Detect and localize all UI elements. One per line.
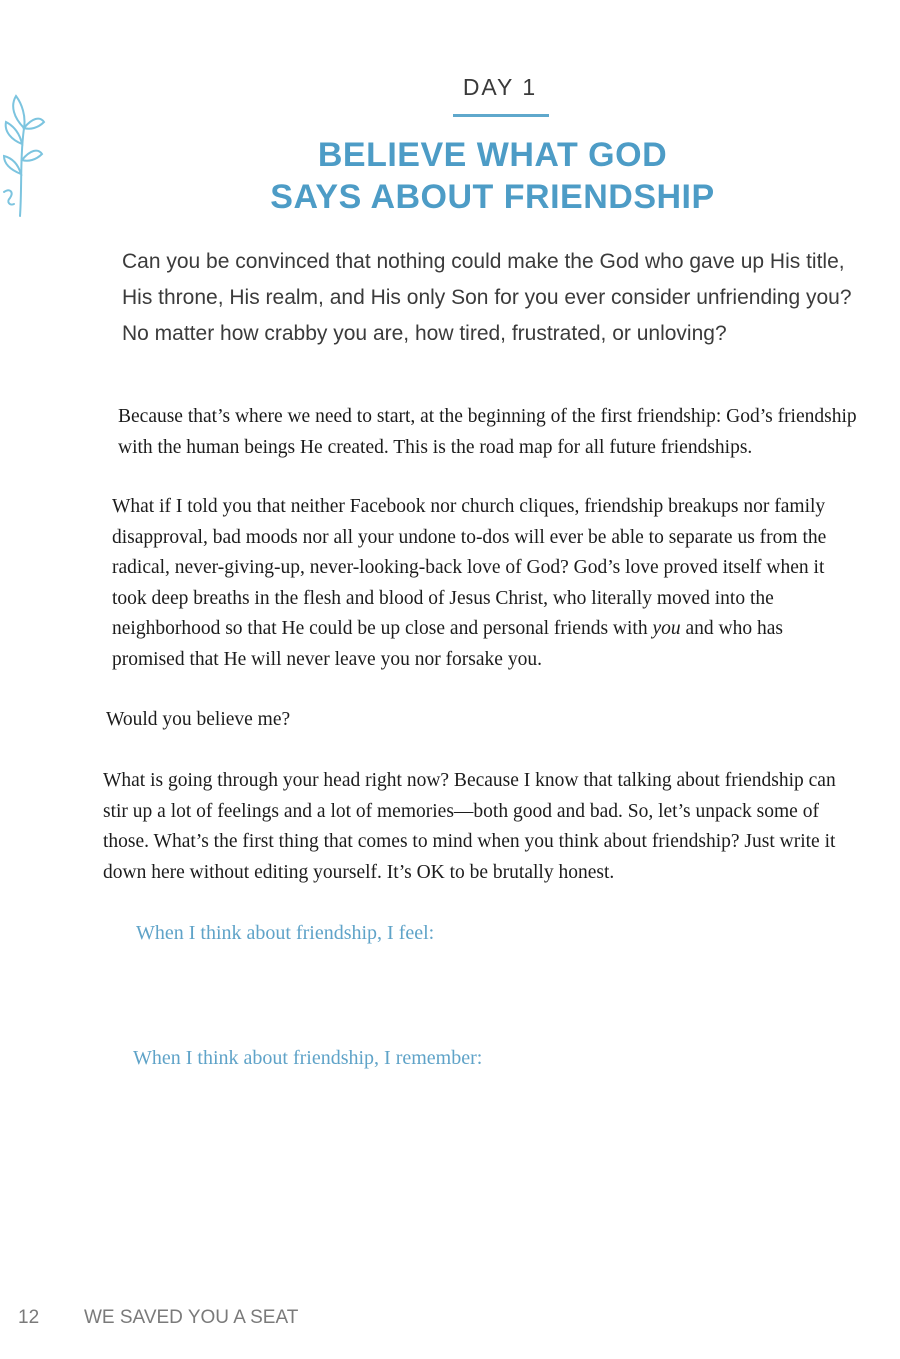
page-footer	[18, 1307, 298, 1329]
title-line-1: BELIEVE WHAT GOD	[317, 136, 668, 174]
emphasis-you: you	[652, 618, 681, 639]
chapter-title	[0, 134, 900, 218]
body-paragraph-1: Because that’s where we need to start, at the beginning of the first friendship: God’s friendship with the human beings He created. This is the road map for all future friendships.	[118, 406, 857, 458]
day-label: DAY 1	[462, 74, 538, 100]
day-divider	[453, 114, 549, 117]
paragraph-2-text-start: What if I told you that neither Facebook nor church cliques, friendship breakups nor family disapproval, bad moods nor all your undone to-dos will ever be able to separate us from the radical, never-giving-up, never-looking-back love of God? God’s love proved itself when it took deep breaths in the flesh and blood of Jesus Christ, who literally moved into the neighborhood so that He could be up close and personal friends with	[112, 496, 827, 639]
title-line-2: SAYS ABOUT FRIENDSHIP	[270, 178, 715, 216]
page-number: 12	[18, 1307, 40, 1328]
body-paragraph-4: What is going through your head right now? Because I know that talking about friendship can stir up a lot of feelings and a lot of memories—both good and bad. So, let’s unpack some of those. What’s the first thing that comes to mind when you think about friendship? Just write it down here without editing yourself. It’s OK to be brutally honest.	[103, 770, 836, 883]
paragraph-2-text-end: and who has promised that He will never leave you nor forsake you.	[112, 618, 783, 670]
body-paragraph-3: Would you believe me?	[106, 709, 291, 730]
body-paragraph-2	[112, 492, 857, 675]
book-title: WE SAVED YOU A SEAT	[84, 1307, 299, 1328]
journal-prompt-remember: When I think about friendship, I remember:	[133, 1047, 483, 1069]
journal-prompt-feel: When I think about friendship, I feel:	[136, 922, 435, 944]
intro-paragraph: Can you be convinced that nothing could make the God who gave up His title, His throne, His realm, and His only Son for you ever consider unfriending you? No matter how crabby you are, how tired, frustrated, or unloving?	[122, 250, 852, 345]
